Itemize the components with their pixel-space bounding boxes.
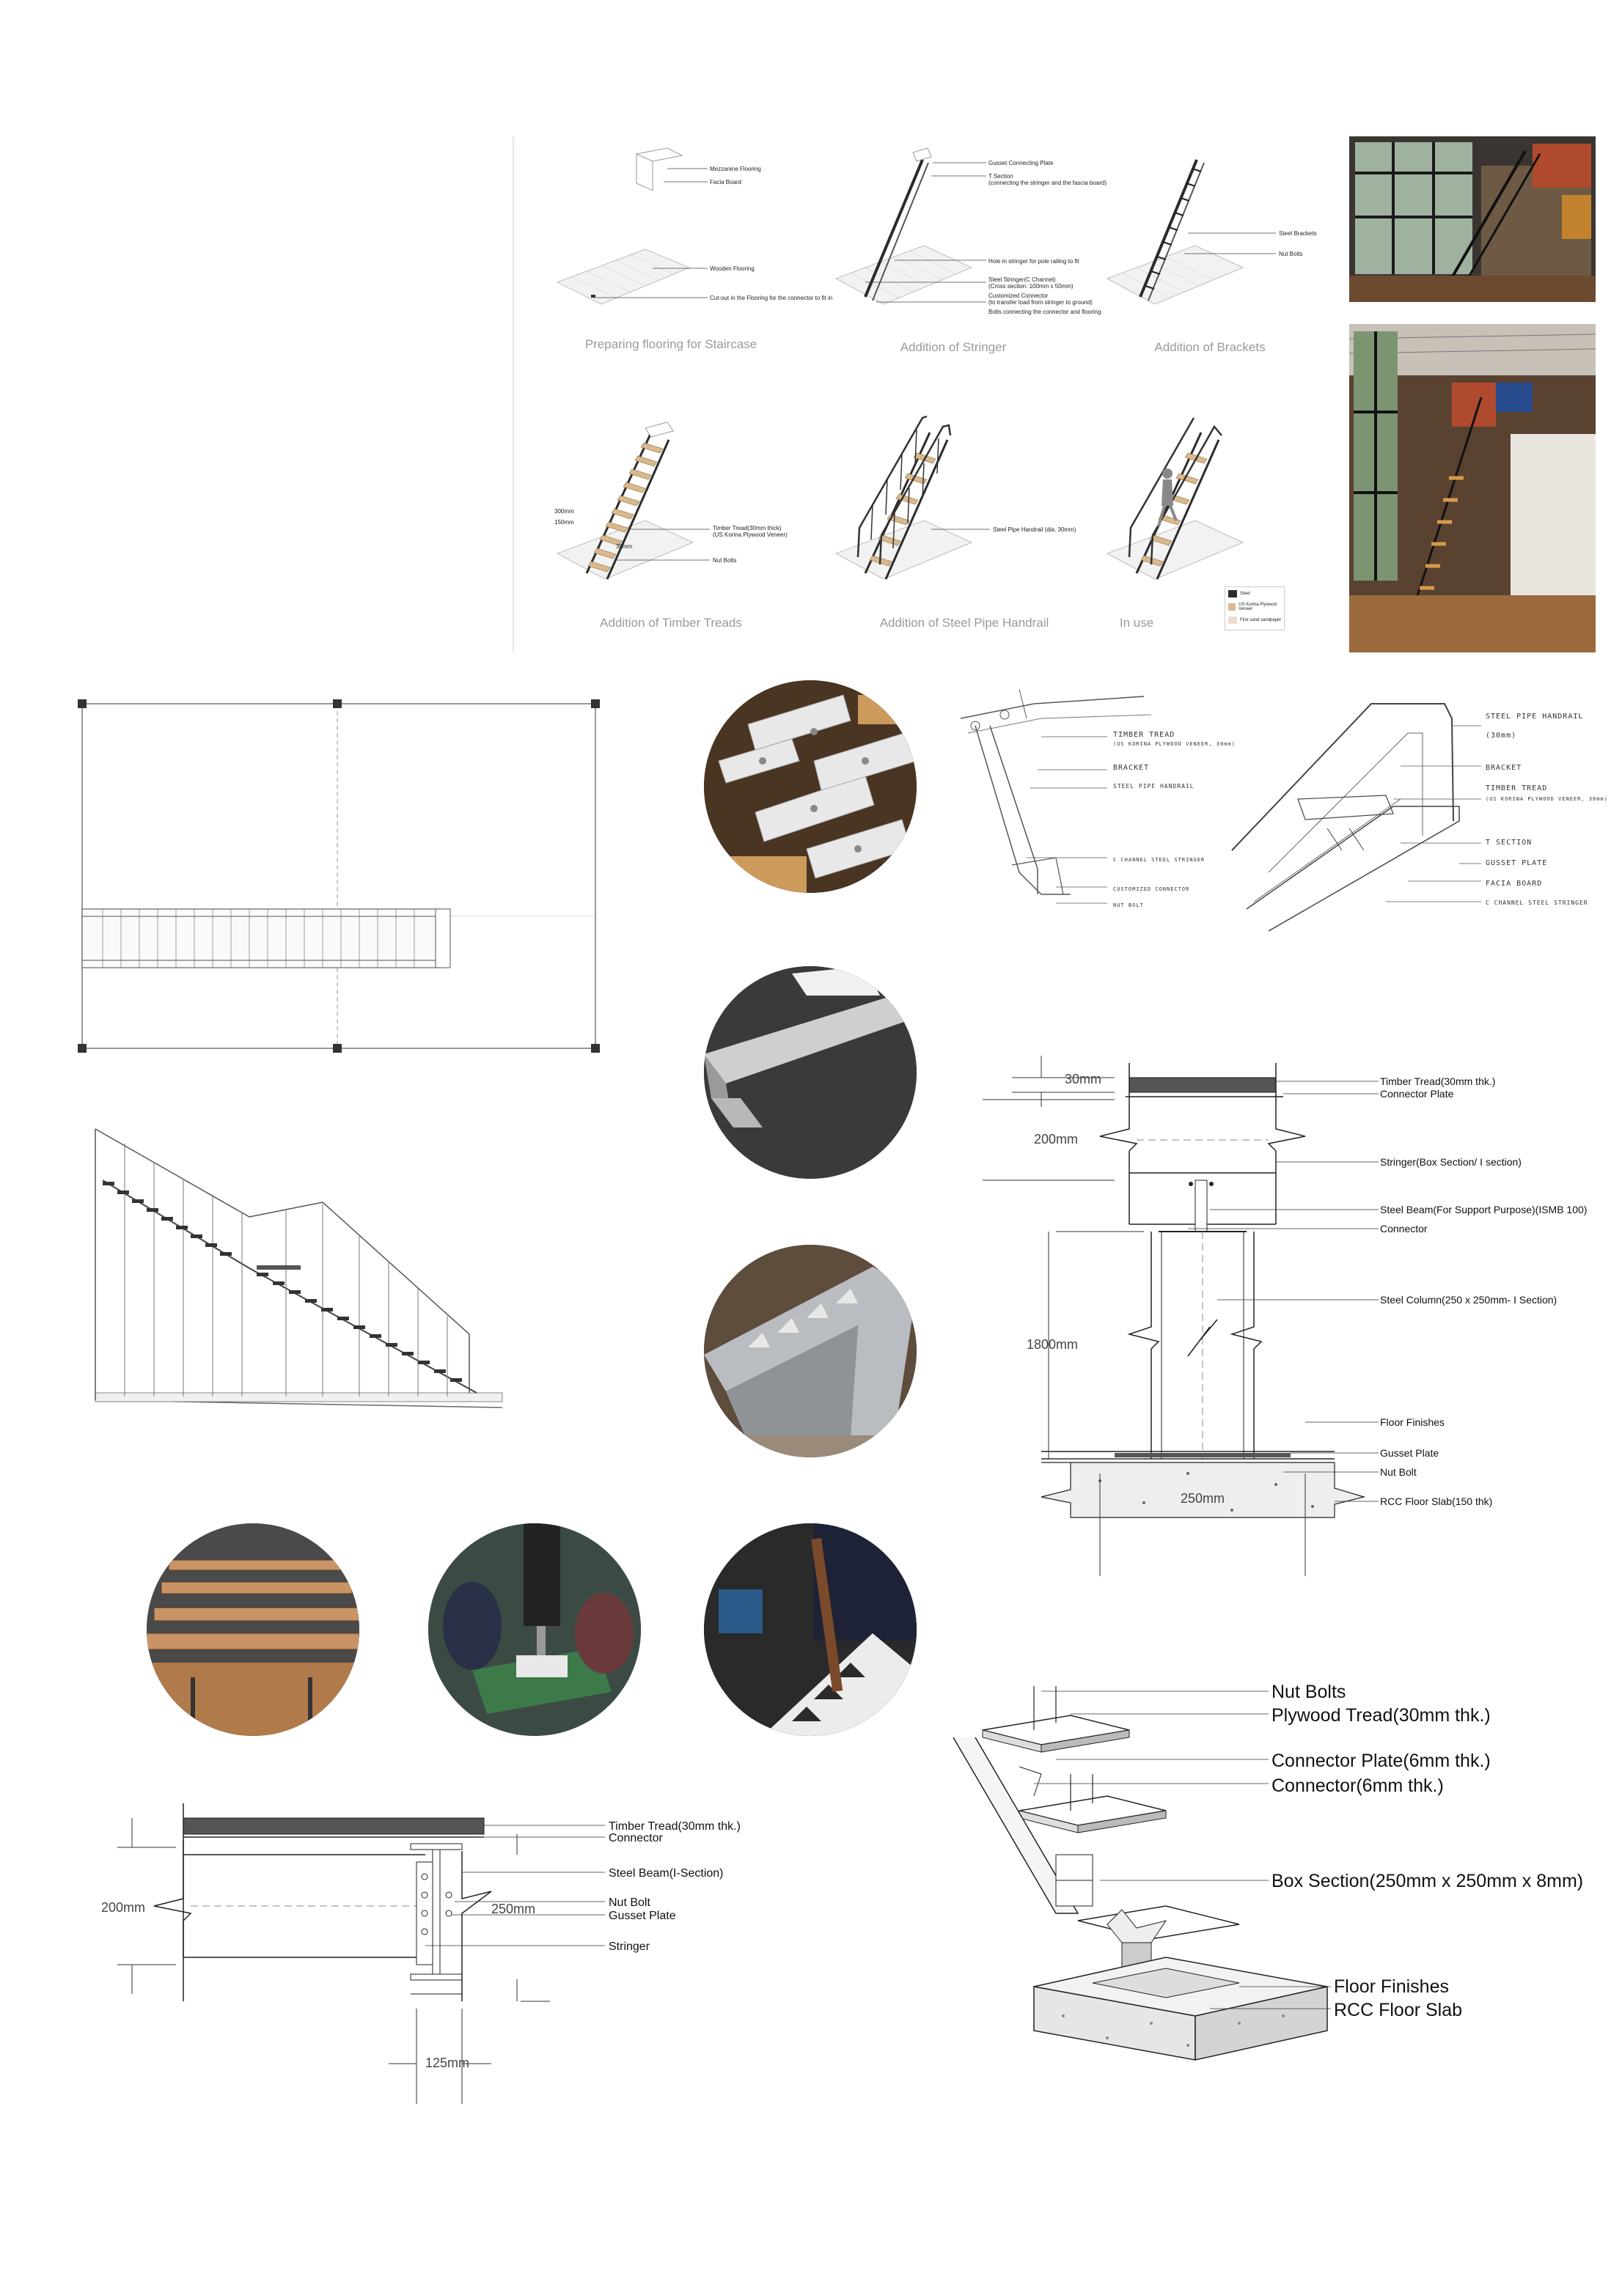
elevation-drawing [81, 1122, 513, 1415]
label-us-korina: (US Korina Plywood Veneer) [713, 531, 788, 538]
sketch-stringer-detail [946, 674, 1236, 938]
label-beam-steel-beam: Steel Beam(I-Section) [609, 1867, 724, 1880]
label-nut-bolts-2: Nut Bolts [713, 557, 737, 564]
sketch-label-c-channel: C CHANNEL STEEL STRINGER [1113, 857, 1206, 863]
axo-label-box-section: Box Section(250mm x 250mm x 8mm) [1271, 1871, 1584, 1891]
sketch-label-gusset-plate: GUSSET PLATE [1486, 859, 1548, 867]
photo-circle-cutting [704, 1523, 917, 1736]
step-4-labels [713, 524, 815, 568]
assembly-step-3 [1100, 147, 1335, 352]
legend-timber-label: US Korina Plywood Veneer [1238, 603, 1277, 611]
dim-250mm-beam: 250mm [491, 1902, 536, 1916]
step-3-caption: Addition of Brackets [1154, 340, 1266, 354]
photo-circle-1-art [704, 680, 917, 893]
assembly-step-5 [821, 411, 1100, 623]
step-2-caption: Addition of Stringer [900, 340, 1007, 354]
axo-label-rcc-floor-slab: RCC Floor Slab [1334, 2000, 1463, 2020]
photo-circle-drilling [428, 1523, 641, 1736]
axo-text [946, 1671, 1606, 2067]
dim-250mm-column: 250mm [1181, 1491, 1225, 1506]
axonometric-detail [946, 1671, 1606, 2067]
step-5-labels [993, 524, 1103, 539]
dim-125mm: 125mm [425, 2056, 470, 2070]
sketch-label-us-korina: (US KORINA PLYWOOD VENEER, 30mm) [1113, 741, 1236, 747]
assembly-step-6 [1100, 411, 1335, 623]
sketch-label-steel-pipe: STEEL PIPE HANDRAIL [1113, 783, 1195, 790]
axo-label-connector: Connector(6mm thk.) [1271, 1776, 1444, 1796]
legend-swatch-sand [1228, 617, 1237, 624]
sketch-label-bracket-2: BRACKET [1486, 764, 1522, 772]
dim-200mm: 200mm [1034, 1132, 1079, 1147]
legend-timber [1225, 600, 1284, 614]
legend-swatch-steel [1228, 590, 1237, 597]
label-steel-stringer: Steel Stringer(C Channel) [988, 276, 1056, 283]
sketch-label-bracket: BRACKET [1113, 764, 1150, 772]
axo-label-connector-plate: Connector Plate(6mm thk.) [1271, 1751, 1491, 1771]
step-3-labels [1279, 227, 1337, 271]
label-rcc-floor-slab: RCC Floor Slab(150 thk) [1380, 1495, 1493, 1507]
legend-steel [1225, 587, 1284, 600]
svg-text:150mm: 150mm [554, 519, 574, 526]
floor-plan-drawing [73, 696, 601, 1056]
sketch-left-labels [1113, 726, 1236, 924]
photo-circle-5-art [428, 1523, 641, 1736]
step-5-caption: Addition of Steel Pipe Handrail [879, 616, 1049, 630]
photo-circle-aluminum-bar [704, 966, 917, 1179]
sketch-label-steel-pipe-handrail: STEEL PIPE HANDRAIL [1486, 713, 1584, 721]
photo-interior-facade [1349, 136, 1596, 302]
legend-swatch-timber [1228, 603, 1236, 611]
column-section-drawing [968, 1048, 1613, 1576]
sketch-label-30mm: (30mm) [1486, 732, 1517, 740]
label-nut-bolts: Nut Bolts [1279, 251, 1303, 257]
sketch-right-labels [1486, 711, 1610, 924]
label-beam-connector: Connector [609, 1832, 663, 1844]
step-5-drawing [821, 411, 1100, 623]
sketch-label-timber-tread-2: TIMBER TREAD [1486, 784, 1548, 792]
label-connector: Connector [1380, 1223, 1428, 1235]
label-steel-column: Steel Column(250 x 250mm- I Section) [1380, 1294, 1557, 1306]
sketch-label-customized-connector: CUSTOMIZED CONNECTOR [1113, 886, 1190, 892]
sketch-label-c-channel-2: C CHANNEL STEEL STRINGER [1486, 899, 1588, 906]
svg-text:30mm: 30mm [616, 543, 633, 550]
dim-30mm: 30mm [1065, 1072, 1102, 1086]
label-gusset-plate: Gusset Plate [1380, 1447, 1439, 1459]
legend-steel-label: Steel [1240, 592, 1250, 596]
photo-interior-stair [1349, 324, 1596, 652]
sketch-handrail-detail [1225, 689, 1606, 931]
legend-sand [1225, 614, 1284, 627]
label-steel-pipe-handrail: Steel Pipe Handrail (dia. 30mm) [993, 526, 1076, 533]
dim-200mm-beam: 200mm [101, 1900, 146, 1915]
label-connector-plate: Connector Plate [1380, 1088, 1454, 1100]
sketch-label-nut-bolt: NUT BOLT [1113, 902, 1144, 908]
axo-label-nut-bolts: Nut Bolts [1271, 1682, 1346, 1702]
step-2-labels [988, 158, 1106, 320]
label-t-section: T Section [988, 173, 1013, 180]
photo-circle-6-art [704, 1523, 917, 1736]
photo-2-art [1349, 324, 1596, 652]
label-wooden-flooring: Wooden Flooring [710, 265, 755, 272]
sketch-label-timber-tread: TIMBER TREAD [1113, 731, 1175, 739]
beam-section-drawing [66, 1789, 807, 2111]
elevation-svg [81, 1122, 513, 1415]
step-1-caption: Preparing flooring for Staircase [584, 337, 757, 351]
sketch-label-facia-board: FACIA BOARD [1486, 880, 1543, 888]
label-hole-in-stringer: Hole in stringer for pole railing to fit [988, 258, 1079, 265]
label-timber-tread: Timber Tread(30mm thick) [713, 525, 782, 531]
assembly-step-4 [543, 418, 807, 623]
dim-1800mm: 1800mm [1027, 1337, 1079, 1352]
beam-section-text [66, 1789, 807, 2111]
photo-circle-plywood-sheets [147, 1523, 359, 1736]
label-beam-nut-bolt: Nut Bolt [609, 1896, 650, 1909]
step-4-drawing [543, 418, 807, 623]
label-cutout: Cut-out in the Flooring for the connector to fit in [710, 295, 833, 301]
label-steel-brackets: Steel Brackets [1279, 230, 1317, 237]
label-beam-gusset-plate: Gusset Plate [609, 1910, 676, 1922]
photo-circle-stringer-model [704, 1245, 917, 1457]
label-steel-beam-ismb: Steel Beam(For Support Purpose)(ISMB 100) [1380, 1204, 1588, 1215]
label-nut-bolt: Nut Bolt [1380, 1466, 1417, 1478]
label-facia-board: Facia Board [710, 179, 742, 185]
step-1-labels [710, 164, 833, 311]
material-legend [1225, 586, 1285, 630]
photo-circle-3-art [704, 1245, 917, 1457]
label-floor-finishes: Floor Finishes [1380, 1416, 1445, 1428]
label-mezzanine-flooring: Mezzanine Flooring [710, 166, 761, 172]
label-timber-tread-30: Timber Tread(30mm thk.) [1380, 1075, 1496, 1087]
step-4-caption: Addition of Timber Treads [600, 616, 742, 630]
label-connector-note: (to transfer load from stringer to ground) [988, 299, 1093, 306]
photo-circle-connector-plates [704, 680, 917, 893]
sketch-label-us-korina-2: (US KORINA PLYWOOD VENEER, 30mm) [1486, 796, 1608, 802]
axo-label-plywood-tread: Plywood Tread(30mm thk.) [1271, 1705, 1491, 1726]
sketch-label-t-section: T SECTION [1486, 839, 1533, 847]
step-6-drawing [1100, 411, 1335, 623]
legend-sand-label: Fine sand sandpaper [1240, 618, 1282, 622]
label-beam-stringer: Stringer [609, 1940, 650, 1953]
label-stringer-cross-section: (Cross section: 100mm x 50mm) [988, 283, 1074, 290]
svg-text:300mm: 300mm [554, 508, 574, 515]
label-t-section-note: (connecting the stringer and the fascia board) [988, 180, 1107, 186]
label-beam-timber-tread: Timber Tread(30mm thk.) [609, 1820, 741, 1833]
floor-plan-svg [73, 696, 601, 1056]
assembly-step-2 [821, 147, 1107, 352]
label-stringer-box: Stringer(Box Section/ I section) [1380, 1156, 1522, 1168]
axo-label-floor-finishes: Floor Finishes [1334, 1976, 1449, 1997]
assembly-step-1 [543, 147, 833, 352]
photo-circle-2-art [704, 966, 917, 1179]
photo-circle-4-art [147, 1523, 359, 1736]
label-customized-connector: Customized Connector [988, 292, 1049, 299]
photo-1-art [1349, 136, 1596, 302]
step-6-caption: In use [1119, 616, 1154, 630]
column-section-text [968, 1048, 1613, 1576]
label-gusset-connecting-plate: Gusset Connecting Plate [988, 160, 1054, 166]
label-bolts-connecting: Bolts connecting the connector and flooring [988, 309, 1101, 315]
